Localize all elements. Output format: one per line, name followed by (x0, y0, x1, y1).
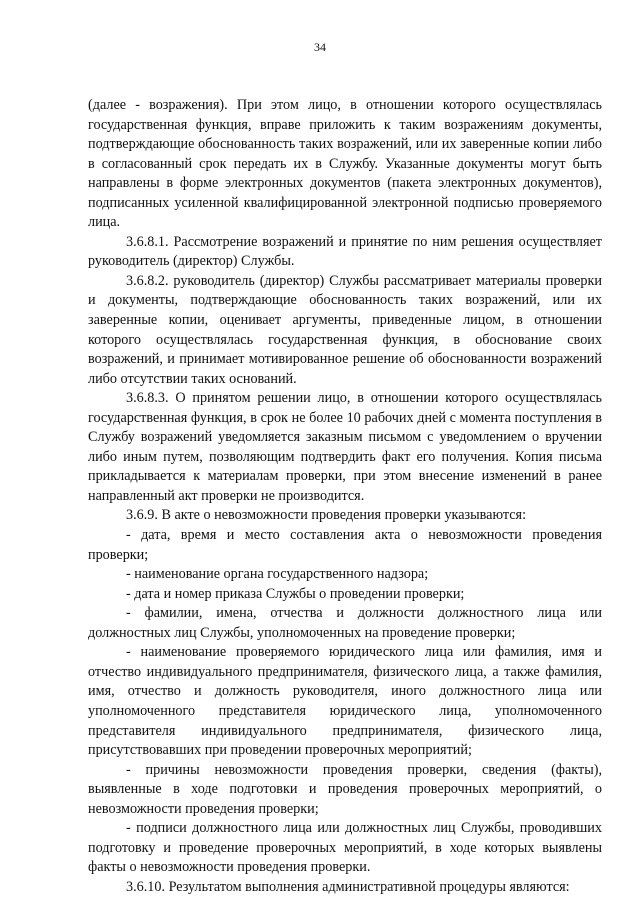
paragraph-3-6-8-3: 3.6.8.3. О принятом решении лицо, в отношении которого осуществлялась государственная функция, в срок не более 10 рабочих дней с момента поступления в Службу возражений уведомляется заказным письмом с уведомлением о вручении либо иным путем, позволяющим подтвердить факт его получения. Копия письма прикладывается к материалам проверки, при этом внесение изменений в ранее направленный акт проверки не производится. (88, 390, 602, 504)
paragraph-3-6-8-1: 3.6.8.1. Рассмотрение возражений и принятие по ним решения осуществляет руководитель (директор) Службы. (88, 233, 602, 270)
document-body (88, 96, 602, 897)
paragraph-3-6-8-2: 3.6.8.2. руководитель (директор) Службы рассматривает материалы проверки и документы, подтверждающие обоснованность таких возражений, или их заверенные копии, оценивает аргументы, приведенные лицом, в отношении которого осуществлялась государственная функция, в обоснование своих возражений, и принимает мотивированное решение об обоснованности возражений либо отсутствии таких оснований. (88, 272, 602, 387)
paragraph-3-6-9: 3.6.9. В акте о невозможности проведения проверки указываются: (126, 507, 527, 524)
paragraph-objections-intro: (далее - возражения). При этом лицо, в отношении которого осуществлялась государственная функция, вправе приложить к таким возражениям документы, подтверждающие обоснованность таких возражений, или их заверенные копии либо в согласованный срок передать их в Службу. Указанные документы могут быть направлены в форме электронных документов (пакета электронных документов), подписанных усиленной квалифицированной электронной подписью проверяемого лица. (88, 97, 602, 231)
paragraph-3-6-10: 3.6.10. Результатом выполнения административной процедуры являются: (126, 878, 570, 895)
list-item-signatures: - подписи должностного лица или должностных лиц Службы, проводивших подготовку и проведение проверочных мероприятий, в ходе которых выявлены факты о невозможности проведения проверки. (88, 820, 602, 876)
page-number: 34 (314, 40, 326, 54)
list-item-order-date-number: - дата и номер приказа Службы о проведении проверки; (126, 585, 465, 602)
list-item-inspected-entity: - наименование проверяемого юридического лица или фамилия, имя и отчество индивидуального предпринимателя, физического лица, а также фамилия, имя, отчество и должность руководителя, иного должностного лица или уполномоченного представителя юридического лица, уполномоченного представителя индивидуального предпринимателя, физического лица, присутствовавших при проведении проверочных мероприятий; (88, 644, 602, 759)
list-item-reasons: - причины невозможности проведения проверки, сведения (факты), выявленные в ходе подготовки и проведения проверочных мероприятий, о невозможности проведения проверки; (88, 761, 602, 817)
list-item-date-time-place: - дата, время и место составления акта о невозможности проведения проверки; (88, 527, 602, 563)
list-item-authority-name: - наименование органа государственного надзора; (126, 566, 429, 583)
list-item-officials: - фамилии, имена, отчества и должности должностного лица или должностных лиц Службы, уполномоченных на проведение проверки; (88, 605, 602, 641)
